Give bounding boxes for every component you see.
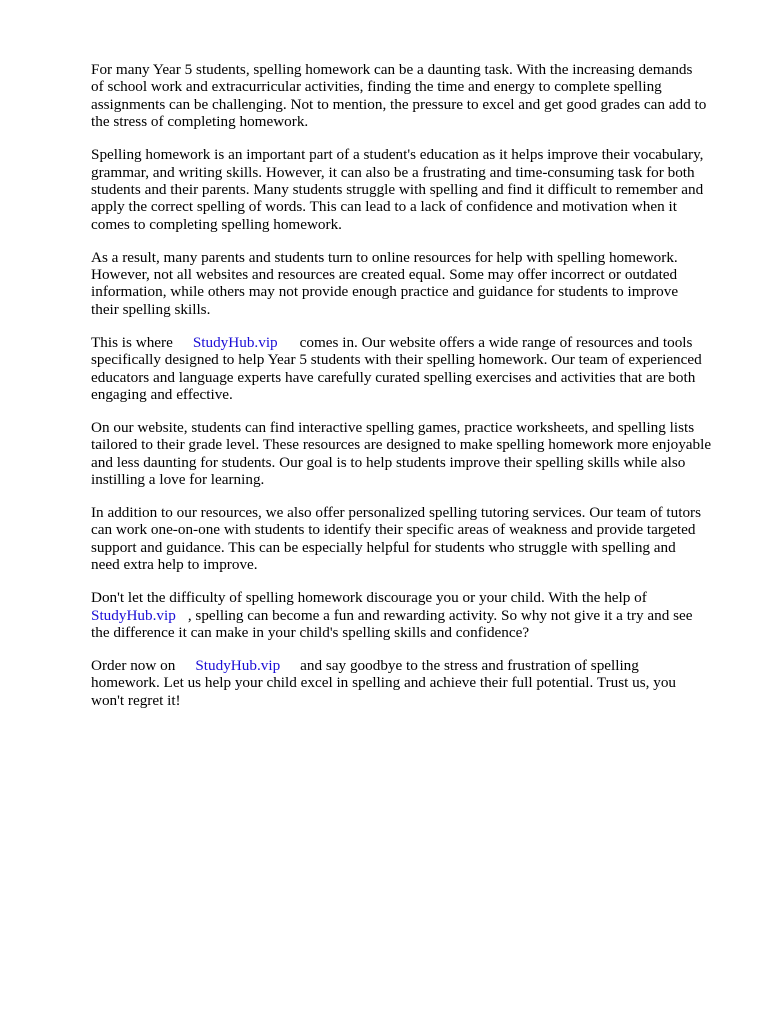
text-line bbox=[91, 607, 731, 624]
text-line: homework. Let us help your child excel in spelling and achieve their full potential. Trust us, you bbox=[91, 674, 677, 692]
text-line: apply the correct spelling of words. This can lead to a lack of confidence and motivation when it bbox=[91, 198, 677, 216]
text-line: Spelling homework is an important part of a student's education as it helps improve their vocabulary, bbox=[91, 146, 704, 164]
text-line: For many Year 5 students, spelling homework can be a daunting task. With the increasing demands bbox=[91, 61, 693, 78]
paragraph-8 bbox=[91, 657, 731, 709]
paragraph-5 bbox=[91, 419, 731, 489]
text-line: can work one-on-one with students to identify their specific areas of weakness and provide targeted bbox=[91, 521, 696, 539]
text-line: However, not all websites and resources are created equal. Some may offer incorrect or outdated bbox=[91, 266, 678, 284]
text-line: their spelling skills. bbox=[91, 300, 211, 318]
paragraph-2 bbox=[91, 146, 731, 233]
text-line: specifically designed to help Year 5 students with their spelling homework. Our team of experienced bbox=[91, 351, 702, 369]
text-line: engaging and effective. bbox=[91, 386, 233, 403]
text-fragment: and say goodbye to the stress and frustration of spelling bbox=[300, 656, 639, 674]
text-line: On our website, students can find interactive spelling games, practice worksheets, and spelling lists bbox=[91, 418, 695, 436]
text-line: the stress of completing homework. bbox=[91, 113, 309, 131]
text-line: tailored to their grade level. These resources are designed to make spelling homework more enjoyable bbox=[91, 436, 712, 454]
studyhub-link[interactable]: StudyHub.vip bbox=[195, 656, 281, 674]
text-fragment: , spelling can become a fun and rewarding activity. So why not give it a try and see bbox=[187, 606, 693, 624]
text-line: support and guidance. This can be especially helpful for students who struggle with spelling and bbox=[91, 538, 676, 556]
paragraph-1 bbox=[91, 61, 731, 131]
text-line: and less daunting for students. Our goal is to help students improve their spelling skills while also bbox=[91, 453, 686, 471]
paragraph-4 bbox=[91, 334, 731, 404]
text-line bbox=[91, 657, 731, 674]
text-line: instilling a love for learning. bbox=[91, 471, 265, 489]
text-line: of school work and extracurricular activities, finding the time and energy to complete spelling bbox=[91, 78, 662, 96]
text-line: need extra help to improve. bbox=[91, 556, 258, 574]
text-fragment: comes in. Our website offers a wide range of resources and tools bbox=[299, 333, 693, 351]
text-line bbox=[91, 334, 731, 351]
text-line: As a result, many parents and students turn to online resources for help with spelling homework. bbox=[91, 248, 678, 266]
text-line: students and their parents. Many students struggle with spelling and find it difficult to remember and bbox=[91, 180, 704, 198]
text-line: Don't let the difficulty of spelling homework discourage you or your child. With the help of bbox=[91, 589, 647, 607]
text-line: grammar, and writing skills. However, it can also be a frustrating and time-consuming task for both bbox=[91, 163, 695, 181]
text-line: educators and language experts have carefully curated spelling exercises and activities that are both bbox=[91, 368, 696, 386]
studyhub-link[interactable]: StudyHub.vip bbox=[192, 333, 278, 351]
text-fragment: This is where bbox=[91, 333, 173, 351]
text-line: the difference it can make in your child's spelling skills and confidence? bbox=[91, 623, 530, 641]
text-line: assignments can be challenging. Not to mention, the pressure to excel and get good grades can add to bbox=[91, 95, 707, 113]
text-line: information, while others may not provide enough practice and guidance for students to improve bbox=[91, 283, 679, 301]
text-line: won't regret it! bbox=[91, 691, 181, 709]
text-line: comes to completing spelling homework. bbox=[91, 215, 342, 233]
text-fragment: Order now on bbox=[91, 656, 176, 674]
text-line: In addition to our resources, we also offer personalized spelling tutoring services. Our team of tutors bbox=[91, 504, 702, 522]
studyhub-link[interactable]: StudyHub.vip bbox=[91, 606, 176, 624]
paragraph-3 bbox=[91, 249, 731, 319]
paragraph-7 bbox=[91, 589, 731, 641]
document-body bbox=[91, 61, 731, 725]
paragraph-6 bbox=[91, 504, 731, 574]
